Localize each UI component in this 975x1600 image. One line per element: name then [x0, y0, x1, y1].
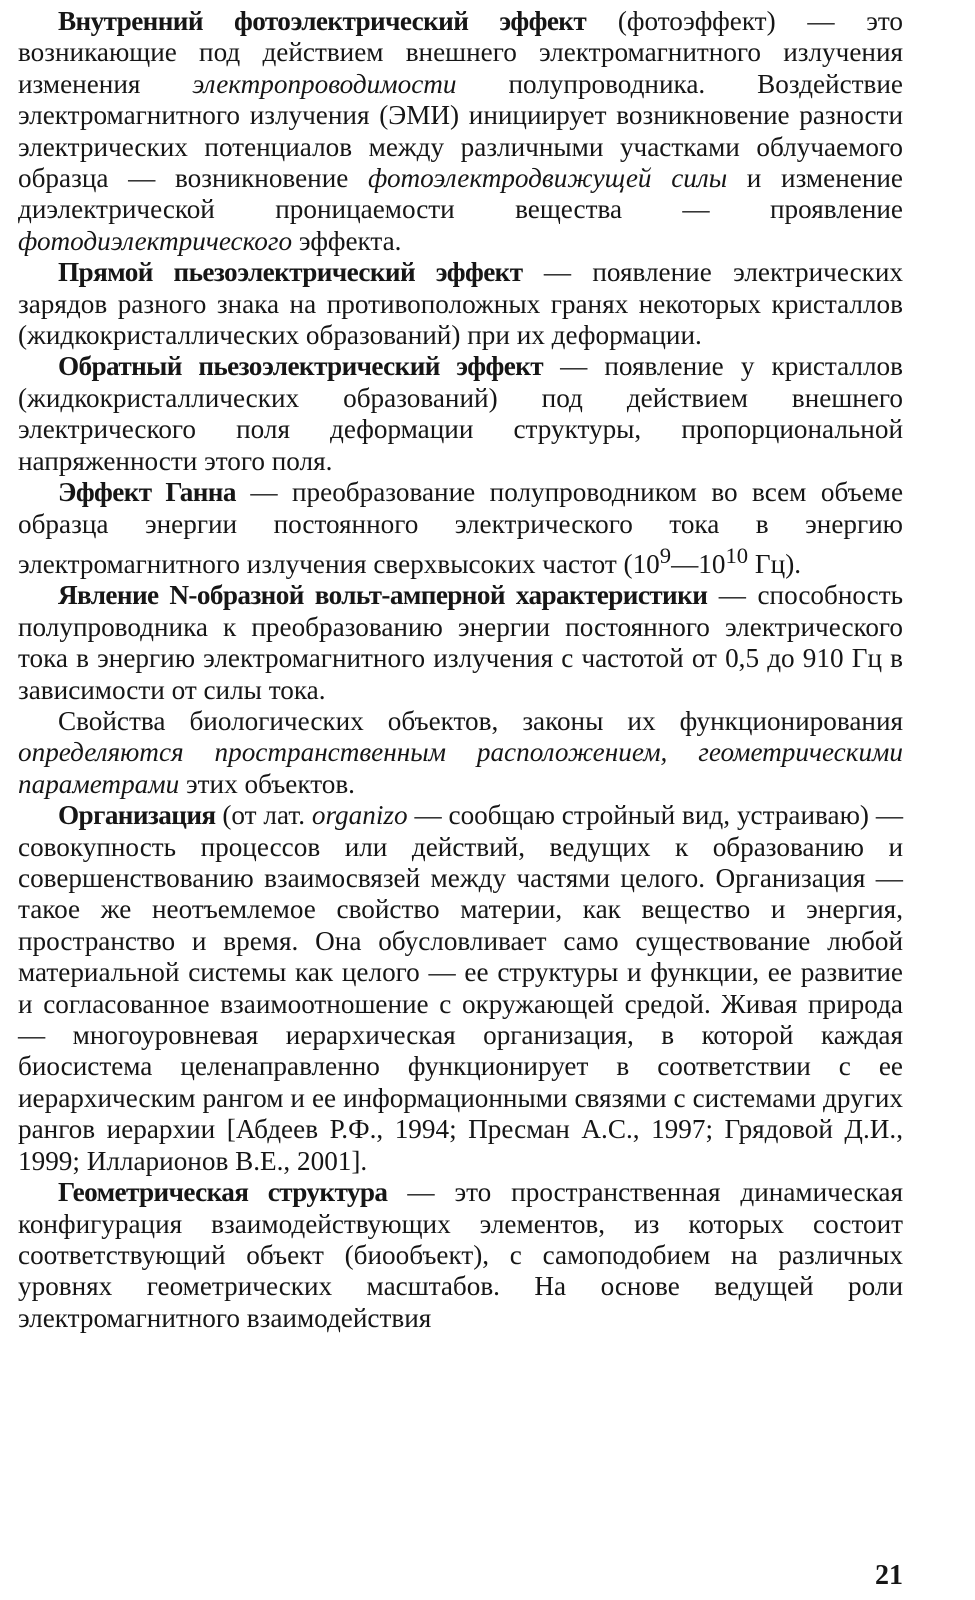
text-span: Свойства биологических объектов, законы их функционирования	[58, 706, 903, 736]
text-span: и изменение диэлектрической проницаемости вещества — проявление	[18, 163, 903, 225]
term-gunn-effect: Эффект Ганна	[58, 477, 236, 508]
text-span: — преобразование полупроводником во всем объеме образца энергии постоянного электрического тока в энергию электромагнитного излучения сверхвысоких частот (10	[18, 477, 904, 579]
text-span: этих объектов.	[179, 768, 355, 799]
emphasis-latin-organizo: organizo	[311, 800, 408, 831]
page-number: 21	[875, 1560, 903, 1591]
text-span: —10	[671, 548, 726, 579]
term-n-shaped-iv: Явление N-образной вольт-амперной характеристики	[58, 580, 708, 611]
text-span: (фотоэффект) — это возникающие под действием внешнего электромагнитного излучения изменения	[18, 6, 904, 99]
emphasis-conductivity: электропроводимости	[192, 68, 457, 99]
paragraph-inverse-piezo	[18, 351, 903, 477]
term-inverse-piezo: Обратный пьезоэлектрический эффект	[58, 351, 544, 382]
text-span: (от лат.	[215, 800, 312, 831]
superscript-exponent: 9	[659, 542, 672, 568]
term-direct-piezo: Прямой пьезоэлектрический эффект	[58, 257, 523, 288]
paragraph-geometric-structure	[18, 1177, 903, 1334]
text-span: полупроводника. Воздействие электромагнитного излучения (ЭМИ) инициирует возникновение разности электрических потенциалов между различными участками облучаемого образца — возникновение	[18, 68, 903, 194]
superscript-exponent: 10	[725, 542, 749, 568]
paragraph-direct-piezo	[18, 257, 903, 351]
paragraph-gunn-effect	[18, 477, 903, 580]
page-text	[18, 6, 903, 1334]
paragraph-n-shaped-iv	[18, 580, 903, 706]
term-geometric-structure: Геометрическая структура	[58, 1177, 388, 1208]
term-organization: Организация	[58, 800, 216, 831]
emphasis-photodielectric: фотодиэлектрического	[18, 225, 293, 256]
text-span: — это пространственная динамическая конфигурация взаимодействующих элементов, из которых состоит соответствующий объект (биообъект), с самоподобием на различных уровнях геометрических масштабов. На основе ведущей роли электромагнитного взаимодействия	[18, 1177, 903, 1333]
emphasis-photo-emf: фотоэлектродвижущей силы	[368, 163, 728, 194]
paragraph-organization	[18, 800, 903, 1177]
emphasis-spatial-geometry: определяются пространственным расположением, геометрическими параметрами	[18, 737, 903, 799]
term-photoeffect: Внутренний фотоэлектрический эффект	[58, 6, 587, 36]
text-span: — появление у кристаллов (жидкокристаллических образований) под действием внешнего электрического поля деформации структуры, пропорциональной напряженности этого поля.	[18, 351, 903, 476]
text-span: — способность полупроводника к преобразованию энергии постоянного электрического тока в энергию электромагнитного излучения с частотой от 0,5 до 910 Гц в зависимости от силы тока.	[18, 580, 903, 705]
paragraph-bio-properties	[18, 706, 903, 800]
paragraph-photoeffect	[18, 6, 903, 257]
text-span: Гц).	[748, 548, 802, 579]
text-span: — появление электрических зарядов разного знака на противоположных гранях некоторых кристаллов (жидкокристаллических образований) при их деформации.	[18, 257, 903, 351]
text-span: эффекта.	[292, 225, 402, 256]
text-span: — сообщаю стройный вид, устраиваю) — совокупность процессов или действий, ведущих к образованию и совершенствованию взаимосвязей между частями целого. Организация — такое же неотъемлемое свойство материи, как вещество и энергия, пространство и время. Она обусловливает само существование любой материальной системы как целого — ее структуры и функции, ее развитие и согласованное взаимоотношение с окружающей средой. Живая природа — многоуровневая иерархическая организация, в которой каждая биосистема целенаправленно функционирует в соответствии с ее иерархическим рангом и ее информационными связями с системами других рангов иерархии [Абдеев Р.Ф., 1994; Пресман А.С., 1997; Грядовой Д.И., 1999; Илларионов В.Е., 2001].	[18, 800, 904, 1176]
